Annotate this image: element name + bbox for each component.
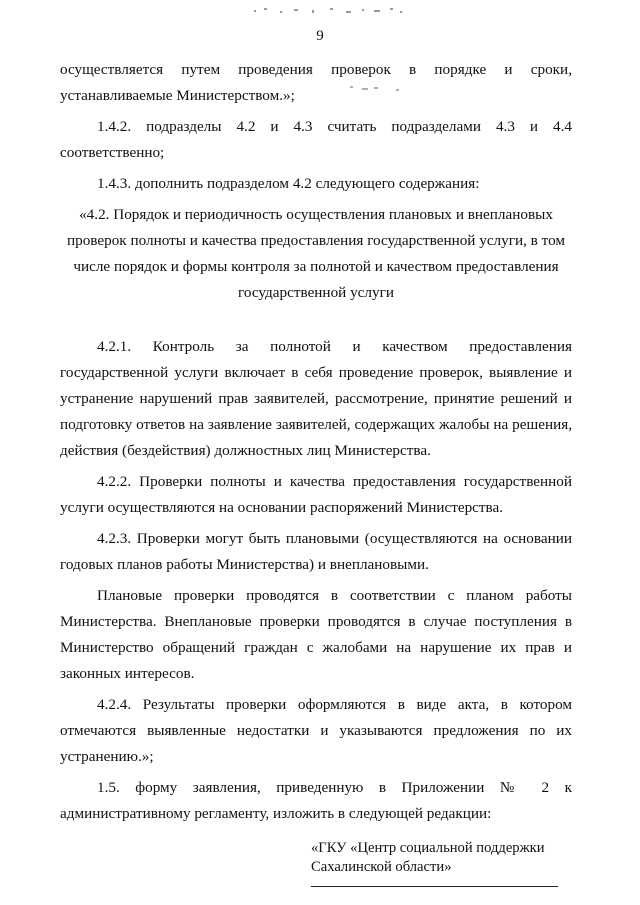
page-number: 9 [316, 28, 324, 44]
addressee-line-2: Сахалинской области» [311, 859, 452, 875]
paragraph-planned-checks: Плановые проверки проводятся в соответствии с планом работы Министерства. Внеплановые проверки проводятся в случае поступления в Министерство обращений граждан с жалобами на нарушение их прав и законных интересов. [60, 587, 572, 682]
paragraph-continuation: осуществляется путем проведения проверок в порядке и сроки, устанавливаемые Министерством.»; [60, 61, 572, 104]
addressee-line-1: «ГКУ «Центр социальной поддержки [311, 840, 545, 856]
addressee-block [311, 839, 572, 877]
document-body [60, 57, 572, 887]
paragraph-1-4-3: 1.4.3. дополнить подразделом 4.2 следующего содержания: [97, 175, 480, 192]
paragraph-4-2-4: 4.2.4. Результаты проверки оформляются в виде акта, в котором отмечаются выявленные недостатки и указываются предложения по их устранению.»; [60, 696, 572, 765]
paragraph-1-4-2: 1.4.2. подразделы 4.2 и 4.3 считать подразделами 4.3 и 4.4 соответственно; [60, 118, 572, 161]
spacer [60, 318, 572, 334]
paragraph-4-2-2: 4.2.2. Проверки полноты и качества предоставления государственной услуги осуществляются на основании распоряжений Министерства. [60, 473, 572, 516]
section-heading-4-2: «4.2. Порядок и периодичность осуществления плановых и внеплановых проверок полноты и качества предоставления государственной услуги, в том числе порядок и формы контроля за полнотой и качеством предоставления государственной услуги [66, 206, 566, 301]
paragraph-1-5: 1.5. форму заявления, приведенную в Приложении № 2 к административному регламенту, изложить в следующей редакции: [60, 779, 572, 822]
paragraph-4-2-3: 4.2.3. Проверки могут быть плановыми (осуществляются на основании годовых планов работы Министерства) и внеплановыми. [60, 530, 572, 573]
scan-noise-mark [250, 4, 410, 16]
paragraph-4-2-1: 4.2.1. Контроль за полнотой и качеством предоставления государственной услуги включает в себя проведение проверок, выявление и устранение нарушений прав заявителей, рассмотрение, принятие решений и подготовку ответов на заявление заявителей, содержащих жалобы на решения, действия (бездействия) должностных лиц Министерства. [60, 338, 572, 459]
signature-line [311, 886, 558, 887]
